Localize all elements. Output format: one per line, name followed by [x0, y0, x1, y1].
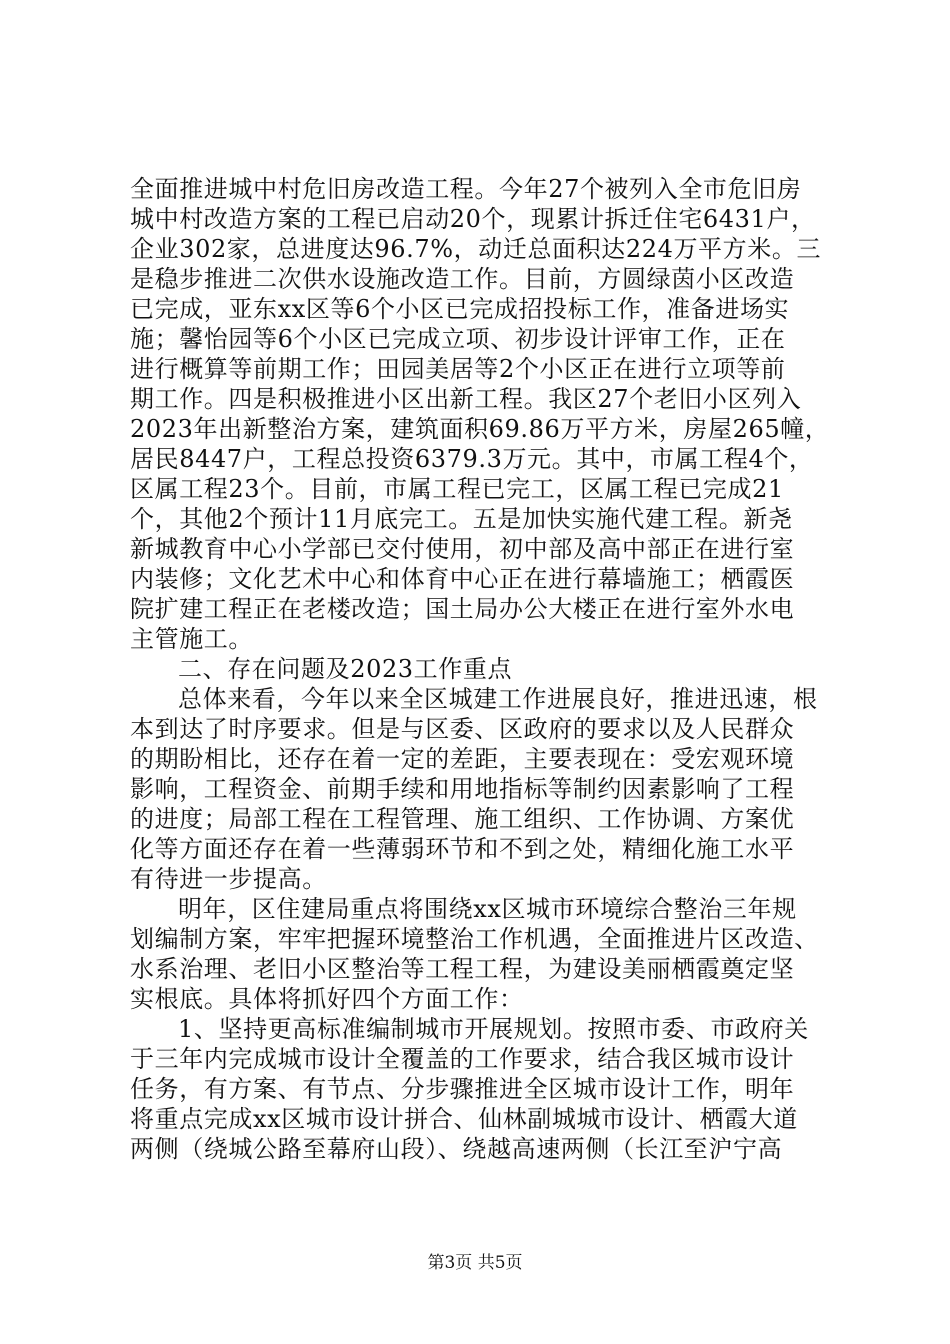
text-line: 主管施工。 [130, 625, 253, 653]
text-line: 化等方面还存在着一些薄弱环节和不到之处，精细化施工水平 [130, 835, 795, 863]
text-line: 本到达了时序要求。但是与区委、区政府的要求以及人民群众 [130, 715, 795, 743]
text-line: 明年，区住建局重点将围绕xx区城市环境综合整治三年规 [178, 895, 797, 923]
text-line: 有待进一步提高。 [130, 865, 327, 893]
text-line: 的期盼相比，还存在着一定的差距，主要表现在：受宏观环境 [130, 745, 795, 773]
section-heading: 二、存在问题及2023工作重点 [178, 655, 513, 683]
text-line: 企业302家，总进度达96.7%，动迁总面积达224万平方米。三 [130, 235, 822, 263]
text-line: 期工作。四是积极推进小区出新工程。我区27个老旧小区列入 [130, 385, 802, 413]
text-line: 1、坚持更高标准编制城市开展规划。按照市委、市政府关 [178, 1015, 809, 1043]
text-line: 划编制方案，牢牢把握环境整治工作机遇，全面推进片区改造、 [130, 925, 819, 953]
text-line: 是稳步推进二次供水设施改造工作。目前，方圆绿茵小区改造 [130, 265, 795, 293]
text-line: 新城教育中心小学部已交付使用，初中部及高中部正在进行室 [130, 535, 795, 563]
text-line: 区属工程23个。目前，市属工程已完工，区属工程已完成21 [130, 475, 784, 503]
text-line: 于三年内完成城市设计全覆盖的工作要求，结合我区城市设计 [130, 1045, 795, 1073]
text-line: 2023年出新整治方案，建筑面积69.86万平方米，房屋265幢， [130, 415, 830, 443]
body-text [130, 174, 830, 1164]
text-line: 全面推进城中村危旧房改造工程。今年27个被列入全市危旧房 [130, 175, 802, 203]
text-line: 总体来看，今年以来全区城建工作进展良好，推进迅速，根 [178, 685, 818, 713]
text-line: 已完成，亚东xx区等6个小区已完成招投标工作，准备进场实 [130, 295, 790, 323]
text-line: 进行概算等前期工作；田园美居等2个小区正在进行立项等前 [130, 355, 786, 383]
text-line: 施；馨怡园等6个小区已完成立项、初步设计评审工作，正在 [130, 325, 786, 353]
text-line: 居民8447户，工程总投资6379.3万元。其中，市属工程4个， [130, 445, 814, 473]
text-line: 城中村改造方案的工程已启动20个，现累计拆迁住宅6431户， [130, 205, 816, 233]
text-line: 两侧（绕城公路至幕府山段）、绕越高速两侧（长江至沪宁高 [130, 1135, 783, 1163]
page-number-footer: 第3页 共5页 [427, 1253, 523, 1273]
text-line: 个，其他2个预计11月底完工。五是加快实施代建工程。新尧 [130, 505, 793, 533]
text-line: 水系治理、老旧小区整治等工程工程，为建设美丽栖霞奠定坚 [130, 955, 795, 983]
text-line: 的进度；局部工程在工程管理、施工组织、工作协调、方案优 [130, 805, 795, 833]
text-line: 将重点完成xx区城市设计拼合、仙林副城城市设计、栖霞大道 [130, 1105, 798, 1133]
text-line: 内装修；文化艺术中心和体育中心正在进行幕墙施工；栖霞医 [130, 565, 795, 593]
text-line: 影响，工程资金、前期手续和用地指标等制约因素影响了工程 [130, 775, 795, 803]
text-line: 实根底。具体将抓好四个方面工作： [130, 985, 524, 1013]
text-line: 院扩建工程正在老楼改造；国土局办公大楼正在进行室外水电 [130, 595, 795, 623]
text-line: 任务，有方案、有节点、分步骤推进全区城市设计工作，明年 [130, 1075, 795, 1103]
